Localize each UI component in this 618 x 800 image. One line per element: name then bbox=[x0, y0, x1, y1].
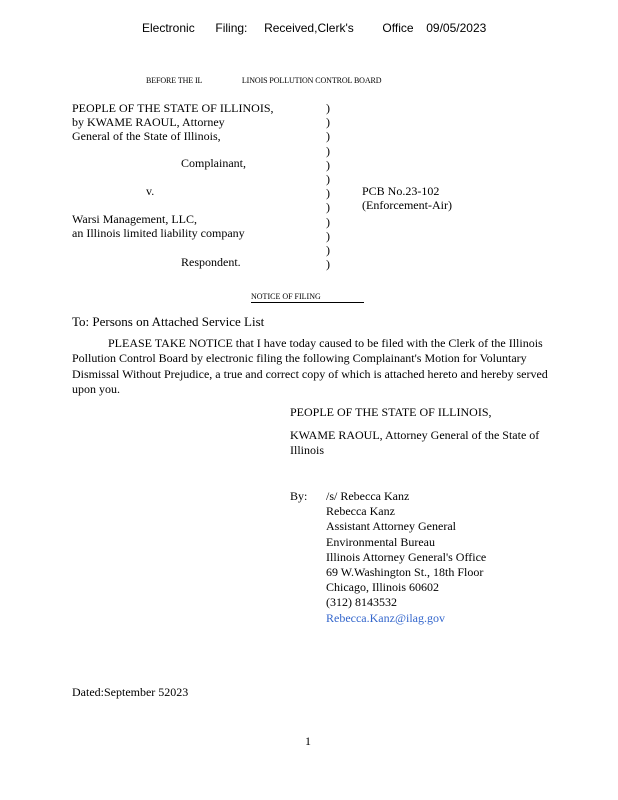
notice-title: NOTICE OF FILING bbox=[251, 292, 364, 303]
stamp-date: 09/05/2023 bbox=[426, 21, 487, 35]
paren: ) bbox=[326, 200, 330, 215]
signer-details bbox=[326, 489, 486, 626]
body-line-4: upon you. bbox=[72, 382, 120, 396]
signer-title: Assistant Attorney General bbox=[326, 519, 456, 534]
complainant-line: by KWAME RAOUL, Attorney bbox=[72, 115, 225, 130]
signer-phone: (312) 8143532 bbox=[326, 595, 397, 610]
complainant-line: PEOPLE OF THE STATE OF ILLINOIS, bbox=[72, 101, 274, 115]
versus: v. bbox=[146, 184, 155, 198]
paren: ) bbox=[326, 157, 330, 172]
signer-email-link[interactable]: Rebecca.Kanz@ilag.gov bbox=[326, 610, 445, 625]
stamp-label: Electronic bbox=[142, 21, 195, 35]
case-info bbox=[362, 184, 452, 212]
stamp-filing: Filing: bbox=[215, 21, 248, 35]
respondent-line: an Illinois limited liability company bbox=[72, 226, 245, 241]
paren: ) bbox=[326, 129, 330, 144]
paren: ) bbox=[326, 243, 330, 258]
respondent-line: Warsi Management, LLC, bbox=[72, 212, 197, 226]
respondent-role: Respondent. bbox=[181, 255, 241, 269]
case-type: (Enforcement-Air) bbox=[362, 198, 452, 213]
counsel-line: KWAME RAOUL, Attorney General of the State of bbox=[290, 428, 540, 442]
board-heading-left: BEFORE THE IL bbox=[146, 76, 203, 85]
paren: ) bbox=[326, 143, 330, 158]
body-line-3: Dismissal Without Prejudice, a true and correct copy of which is attached hereto and hereby served bbox=[72, 367, 548, 381]
signer-office: Illinois Attorney General's Office bbox=[326, 549, 487, 564]
stamp-office: Office bbox=[382, 21, 414, 35]
board-heading-right: LINOIS POLLUTION CONTROL BOARD bbox=[241, 76, 382, 85]
paren: ) bbox=[326, 257, 330, 272]
paren: ) bbox=[326, 228, 330, 243]
caption-parentheses bbox=[326, 101, 330, 271]
complainant-line: General of the State of Illinois, bbox=[72, 129, 221, 144]
complainant-role: Complainant, bbox=[181, 156, 246, 170]
signer-city: Chicago, Illinois 60602 bbox=[326, 580, 439, 595]
signer-street: 69 W.Washington St., 18th Floor bbox=[326, 565, 484, 580]
signer-bureau: Environmental Bureau bbox=[326, 534, 435, 549]
signer-name: Rebecca Kanz bbox=[326, 504, 395, 519]
page-number: 1 bbox=[305, 734, 311, 748]
dated-line: Dated:September 52023 bbox=[72, 685, 189, 699]
signature-counsel bbox=[290, 428, 539, 457]
paren: ) bbox=[326, 115, 330, 130]
stamp-received: Received,Clerk's bbox=[264, 21, 354, 35]
paren: ) bbox=[326, 172, 330, 187]
paren: ) bbox=[326, 214, 330, 229]
body-line-2: Pollution Control Board by electronic filing the following Complainant's Motion for Voluntary bbox=[72, 351, 527, 365]
case-number: PCB No.23-102 bbox=[362, 184, 440, 198]
respondent-block bbox=[72, 212, 245, 240]
counsel-line: Illinois bbox=[290, 442, 325, 457]
by-label: By: bbox=[290, 489, 308, 503]
complainant-block bbox=[72, 101, 274, 144]
board-heading bbox=[146, 76, 381, 85]
signature-party: PEOPLE OF THE STATE OF ILLINOIS, bbox=[290, 405, 492, 419]
paren: ) bbox=[326, 101, 330, 115]
paren: ) bbox=[326, 186, 330, 201]
filing-stamp bbox=[142, 21, 486, 36]
body-line-1: PLEASE TAKE NOTICE that I have today caused to be filed with the Clerk of the Illinois bbox=[108, 336, 543, 350]
to-line: To: Persons on Attached Service List bbox=[72, 314, 265, 329]
signature-line: /s/ Rebecca Kanz bbox=[326, 489, 410, 503]
